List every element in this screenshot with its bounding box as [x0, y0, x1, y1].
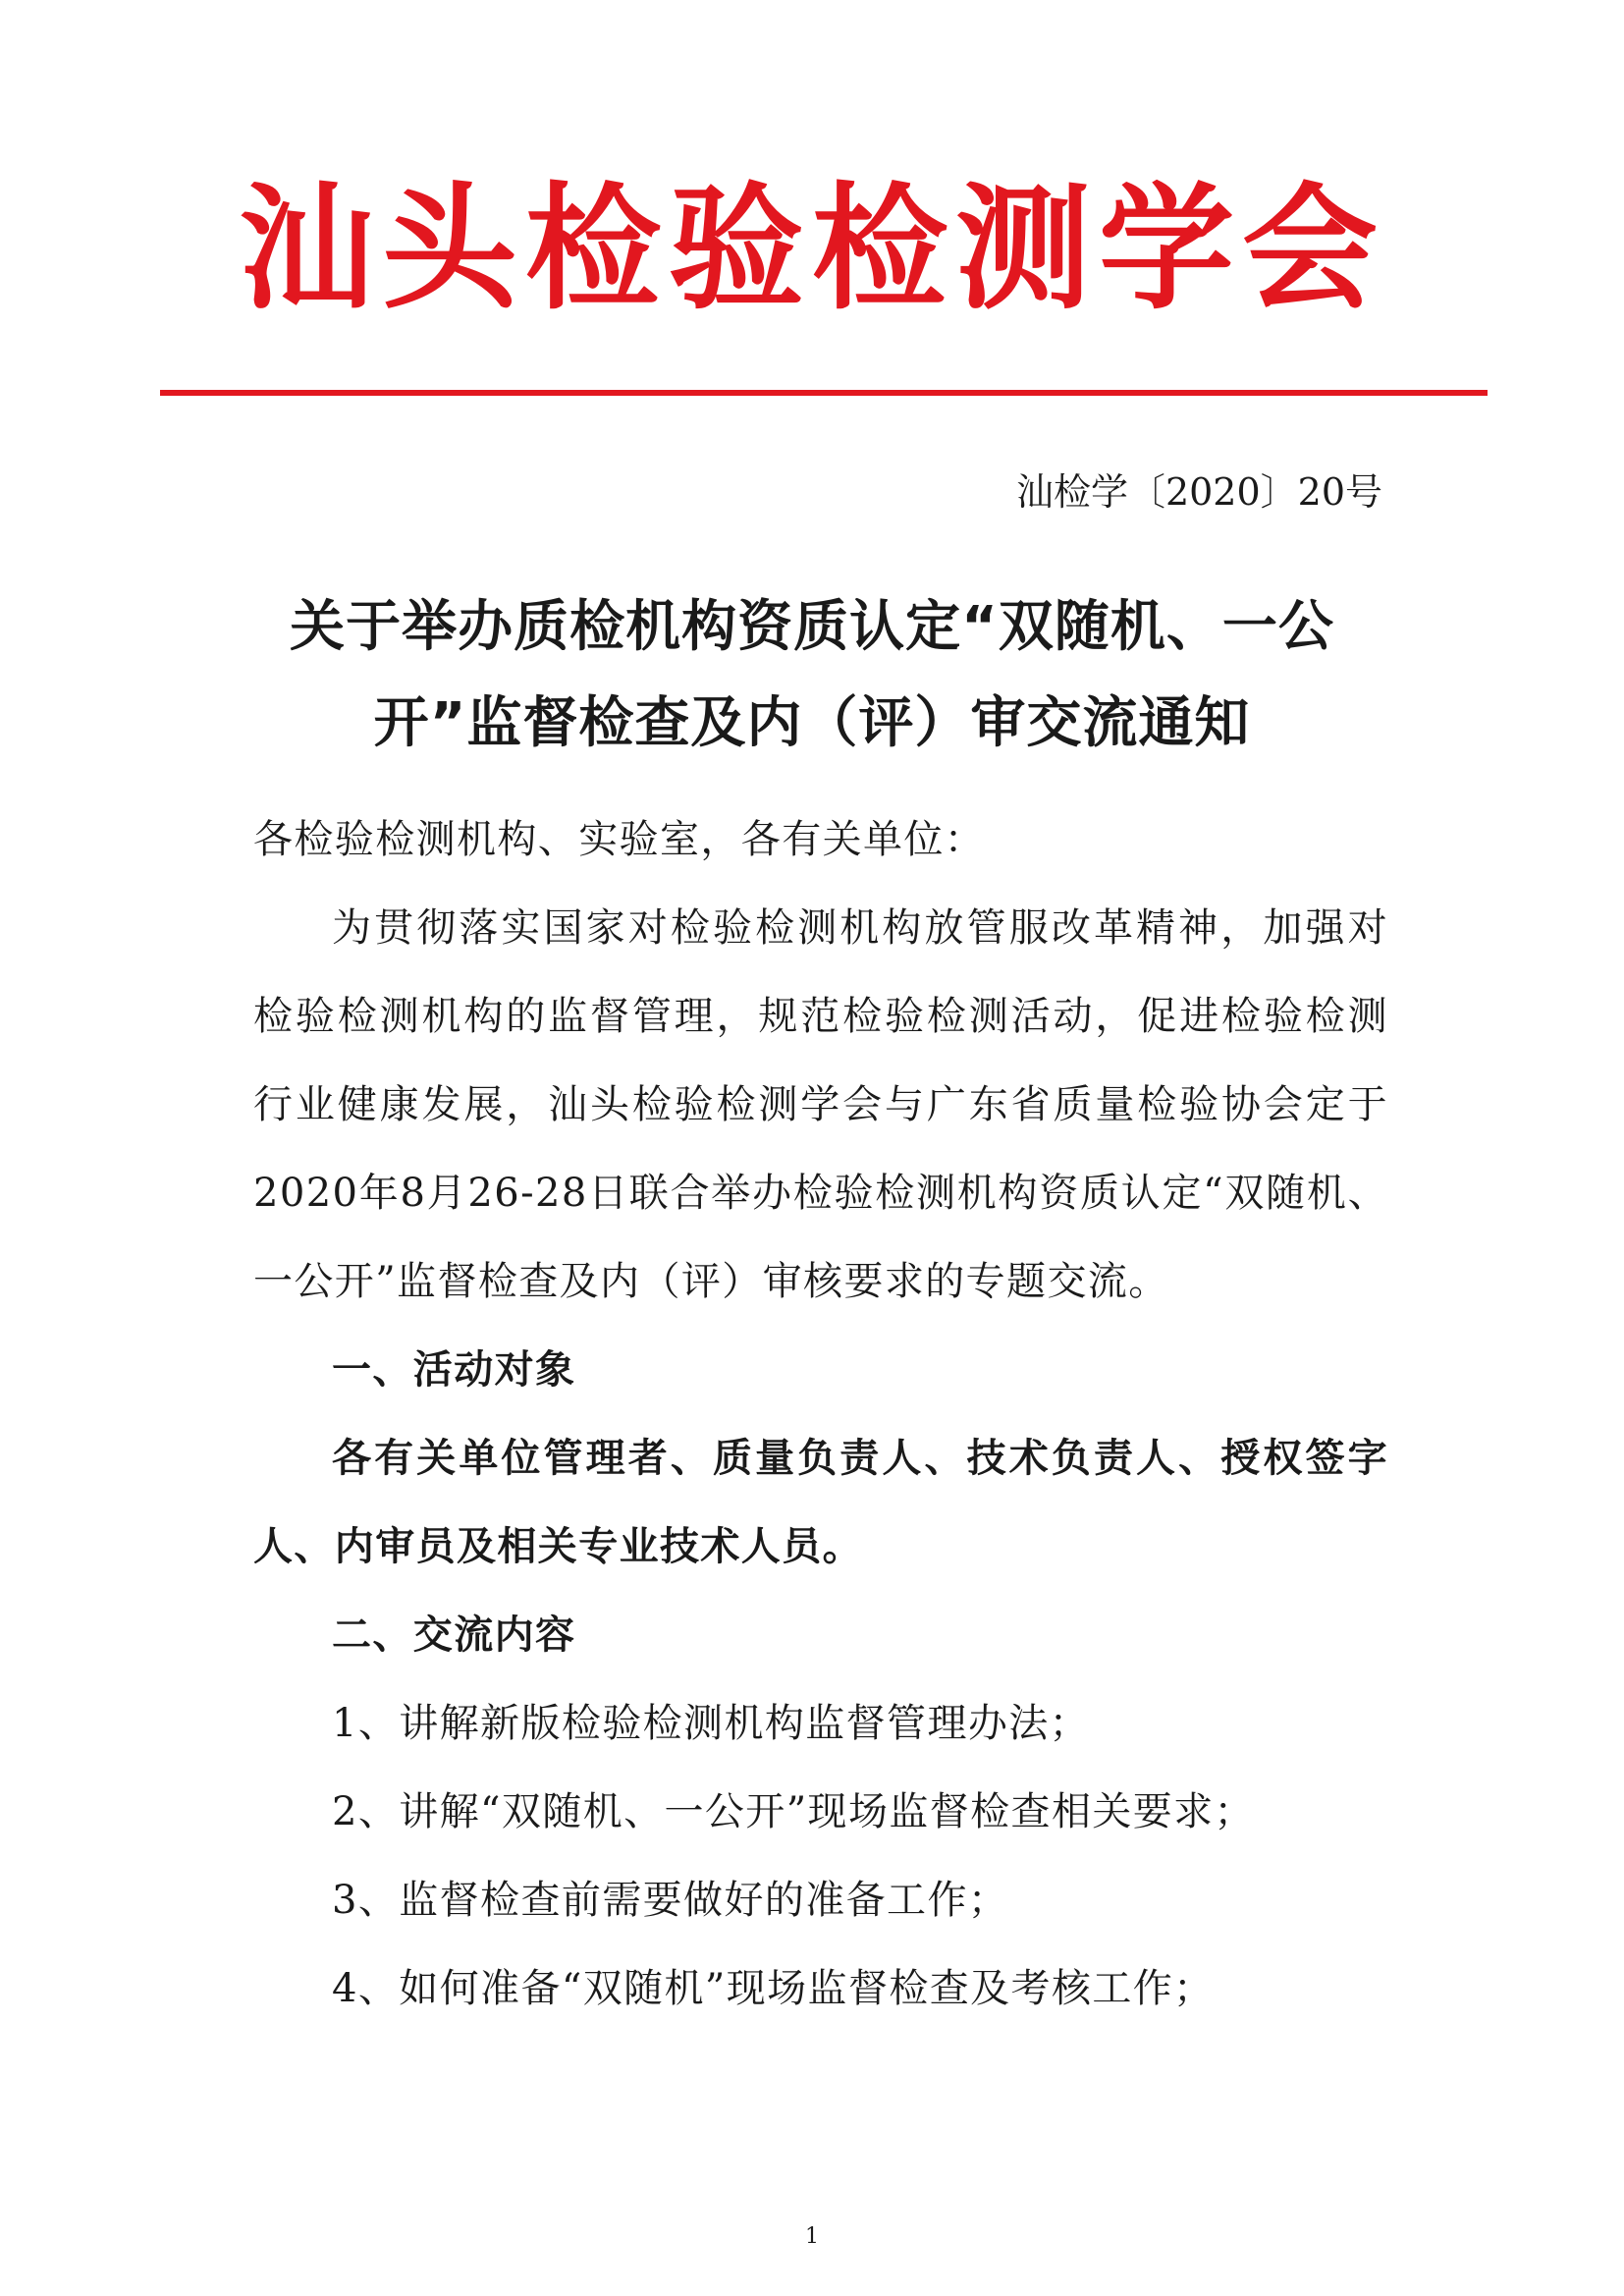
addressee: 各检验检测机构、实验室，各有关单位：: [253, 817, 986, 862]
notice-title-line-2: 开”监督检查及内（评）审交流通知: [373, 691, 1251, 755]
content-list-item: 3、监督检查前需要做好的准备工作；: [332, 1878, 1009, 1923]
section-heading-content: 二、交流内容: [332, 1613, 576, 1658]
notice-title-line-1: 关于举办质检机构资质认定“双随机、一公: [290, 595, 1334, 659]
intro-paragraph: 为贯彻落实国家对检验检测机构放管服改革精神，加强对检验检测机构的监督管理，规范检验检测活动，促进检验检测行业健康发展，汕头检验检测学会与广东省质量检验协会定于2020年8月26-28日联合举办检验检测机构资质认定“双随机、一公开”监督检查及内（评）审核要求的专题交流。: [253, 905, 1388, 1304]
section-audience-text: 各有关单位管理者、质量负责人、技术负责人、授权签字人、内审员及相关专业技术人员。: [253, 1436, 1388, 1569]
notice-title: [196, 579, 1428, 772]
notice-body: [253, 795, 1388, 2033]
organization-letterhead: 汕头检验检测学会: [238, 170, 1385, 328]
content-list-item: 2、讲解“双随机、一公开”现场监督检查相关要求；: [332, 1789, 1255, 1834]
content-list-item: 1、讲解新版检验检测机构监督管理办法；: [332, 1701, 1091, 1746]
page-number: 1: [805, 2224, 819, 2249]
section-heading-audience: 一、活动对象: [332, 1347, 576, 1393]
letterhead-red-rule: [160, 390, 1488, 396]
document-number: 汕检学〔2020〕20号: [1015, 470, 1382, 514]
content-list-item: 4、如何准备“双随机”现场监督检查及考核工作；: [332, 1966, 1215, 2011]
